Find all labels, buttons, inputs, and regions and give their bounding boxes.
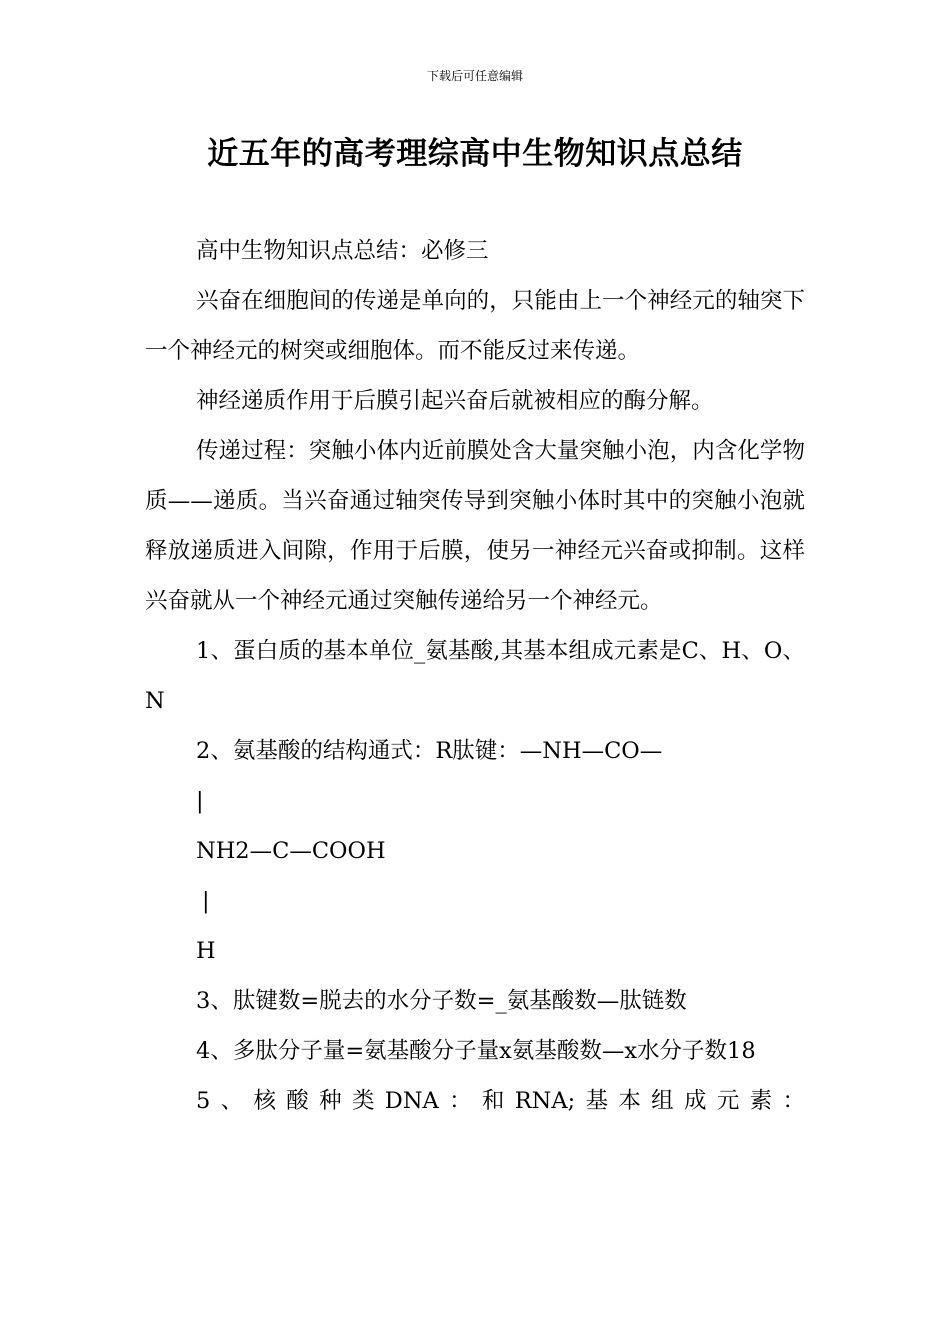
list-item-protein: 1、蛋白质的基本单位_氨基酸,其基本组成元素是C、H、O、N bbox=[145, 638, 805, 714]
formula-line-bond-bottom: | bbox=[202, 888, 210, 914]
list-item-amino-acid-formula: 2、氨基酸的结构通式：R肽键：—NH—CO— bbox=[196, 738, 663, 764]
paragraph-transmission-process: 传递过程：突触小体内近前膜处含大量突触小泡，内含化学物质——递质。当兴奋通过轴突传导到突触小体时其中的突触小泡就释放递质进入间隙，作用于后膜，使另一神经元兴奋或抑制。这样兴奋就从一个神经元通过突触传递给另一个神经元。 bbox=[145, 438, 805, 614]
document-body bbox=[145, 226, 805, 1126]
formula-line-backbone: NH2—C—COOH bbox=[196, 838, 386, 864]
paragraph-neurotransmitter: 神经递质作用于后膜引起兴奋后就被相应的酶分解。 bbox=[196, 388, 714, 414]
section-heading: 高中生物知识点总结：必修三 bbox=[196, 238, 489, 264]
list-item-nucleic-acid: 5、核酸种类DNA：和RNA;基本组成元素： bbox=[196, 1088, 805, 1114]
list-item-peptide-bonds: 3、肽键数=脱去的水分子数=_氨基酸数—肽链数 bbox=[196, 988, 687, 1014]
formula-line-bond-top: | bbox=[196, 788, 204, 814]
list-item-polypeptide-weight: 4、多肽分子量=氨基酸分子量x氨基酸数—x水分子数18 bbox=[196, 1038, 756, 1064]
paragraph-synapse-direction: 兴奋在细胞间的传递是单向的，只能由上一个神经元的轴突下一个神经元的树突或细胞体。而不能反过来传递。 bbox=[145, 288, 805, 364]
page-title: 近五年的高考理综高中生物知识点总结 bbox=[207, 136, 743, 172]
formula-line-hydrogen: H bbox=[196, 938, 216, 964]
header-note: 下载后可任意编辑 bbox=[426, 69, 523, 83]
